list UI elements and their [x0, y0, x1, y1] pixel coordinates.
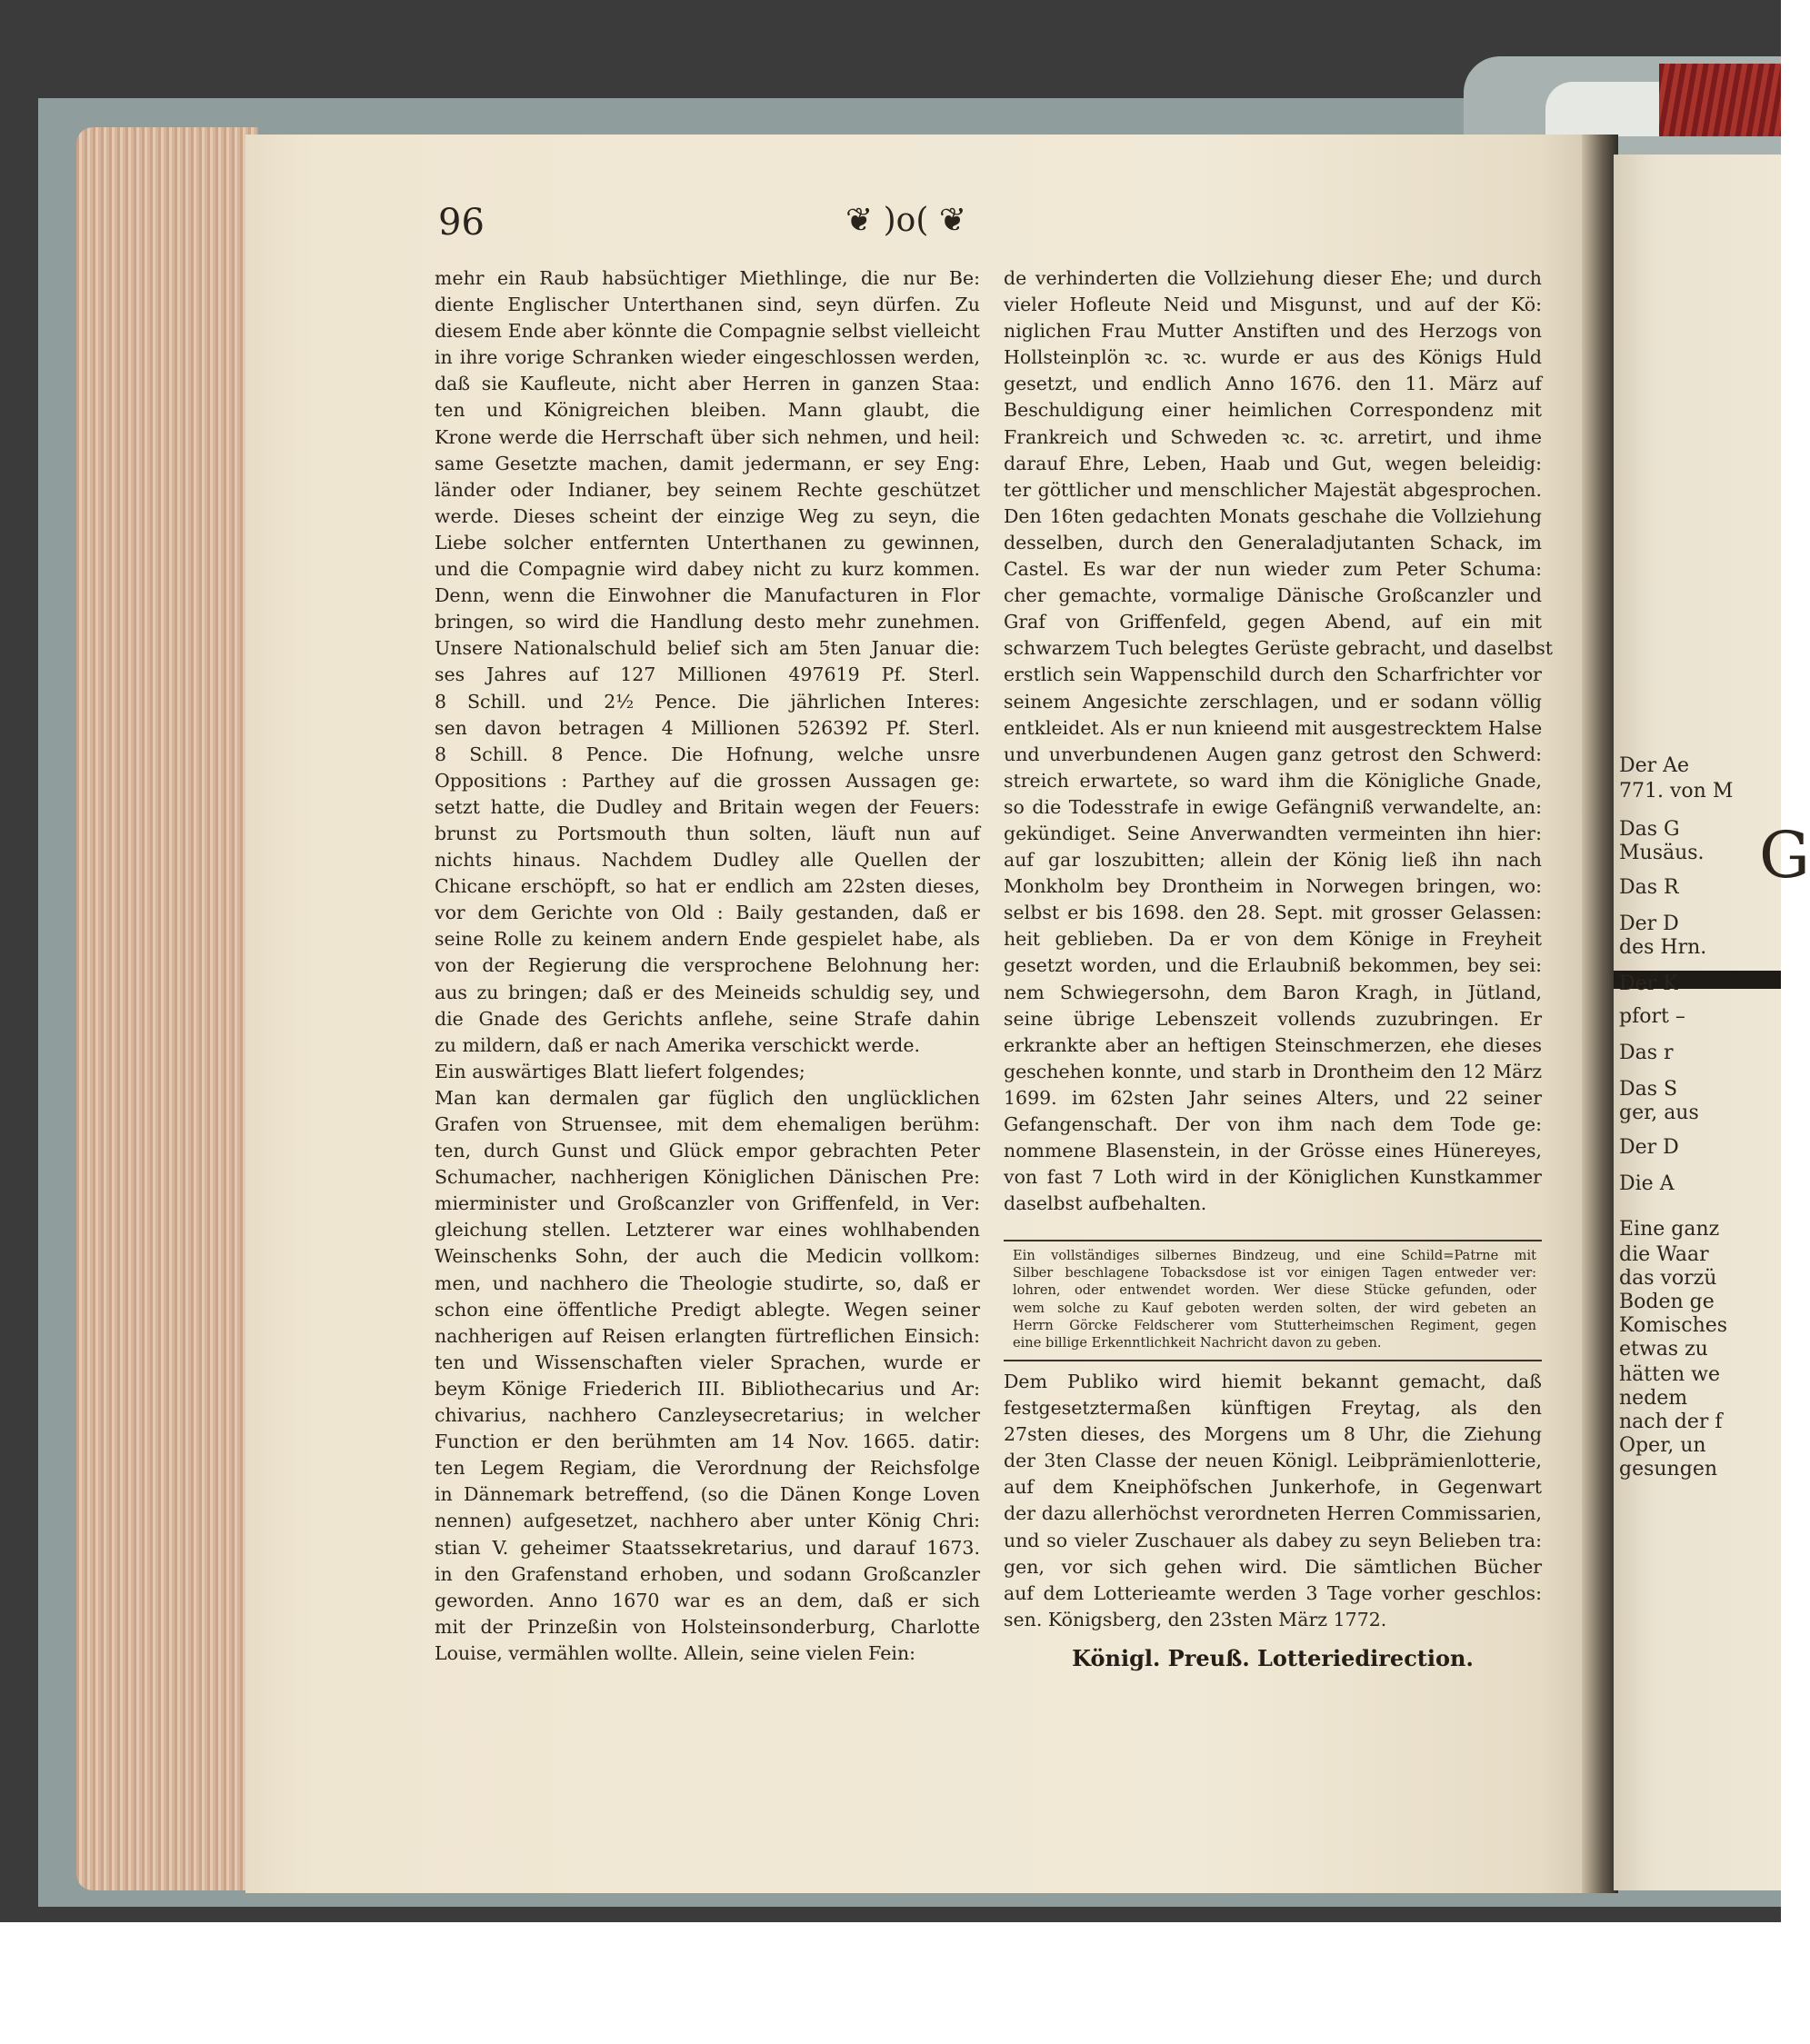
text-line: ten und Königreichen bleiben. Mann glaubt, die — [435, 399, 980, 422]
right-page-line: Komisches — [1619, 1314, 1728, 1337]
right-page-line: nach der f — [1619, 1411, 1723, 1433]
text-line: geworden. Anno 1670 war es an dem, daß er sich — [435, 1589, 980, 1611]
text-line: ses Jahres auf 127 Millionen 497619 Pf. Sterl. — [435, 663, 980, 686]
text-line: seinem Angesichte zerschlagen, und er sodann völlig — [1004, 690, 1542, 713]
right-page-line: hätten we — [1619, 1363, 1720, 1386]
text-line: 27sten dieses, des Morgens um 8 Uhr, die Ziehung — [1004, 1423, 1542, 1446]
text-line: erkrankte aber an heftigen Steinschmerzen, ehe dieses — [1004, 1033, 1542, 1056]
lottery-notice — [1004, 1369, 1542, 1633]
text-line: Gefangenschaft. Der von ihm nach dem Tode ge: — [1004, 1113, 1542, 1135]
text-line: beym Könige Friederich III. Bibliothecarius und Ar: — [435, 1377, 980, 1400]
text-line: zu mildern, daß er nach Amerika verschickt werde. — [435, 1033, 921, 1056]
text-line: und die Compagnie wird dabey nicht zu kurz kommen. — [435, 558, 980, 581]
right-page-line: Das R — [1619, 876, 1679, 899]
text-line: mehr ein Raub habsüchtiger Miethlinge, die nur Be: — [435, 267, 980, 289]
text-line: men, und nachhero die Theologie studirte, so, daß er — [435, 1271, 980, 1294]
text-line: und unverbundenen Augen ganz getrost den Schwerd: — [1004, 743, 1542, 765]
text-line: cher gemachte, vormalige Dänische Großcanzler und — [1004, 584, 1542, 607]
right-page-line: Die A — [1619, 1172, 1675, 1195]
right-page-line: 771. von M — [1619, 780, 1734, 803]
right-page-line: nedem — [1619, 1387, 1688, 1410]
text-line: seine übrige Lebenszeit vollends zuzubringen. Er — [1004, 1007, 1542, 1030]
right-page-line: gesungen — [1619, 1458, 1718, 1481]
text-line: darauf Ehre, Leben, Haab und Gut, wegen beleidig: — [1004, 452, 1542, 474]
text-line: setzt hatte, die Dudley and Britain wegen der Feuers: — [435, 795, 980, 818]
right-page-line: pfort – — [1619, 1005, 1685, 1028]
text-line: 8 Schill. und 2½ Pence. Die jährlichen Interes: — [435, 690, 980, 713]
text-line: ten, durch Gunst und Glück empor gebrachten Peter — [435, 1140, 980, 1162]
text-line: same Gesetzte machen, damit jedermann, er sey Eng: — [435, 452, 980, 474]
text-line: sen. Königsberg, den 23sten März 1772. — [1004, 1608, 1387, 1630]
text-line: die Gnade des Gerichts anflehe, seine Strafe dahin — [435, 1007, 980, 1030]
text-line: mierminister und Großcanzler von Griffenfeld, in Ver: — [435, 1192, 980, 1215]
right-page-line: Das S — [1619, 1078, 1678, 1101]
text-line: Beschuldigung einer heimlichen Correspondenz mit — [1004, 399, 1542, 422]
text-line: diesem Ende aber könnte die Compagnie selbst vielleicht — [435, 320, 980, 343]
text-line: nichts hinaus. Nachdem Dudley alle Quellen der — [435, 849, 980, 872]
text-line: festgesetztermaßen künftigen Freytag, als den — [1004, 1397, 1542, 1420]
book-gutter — [1582, 135, 1618, 1893]
text-line: Dem Publiko wird hiemit bekannt gemacht, daß — [1004, 1371, 1542, 1392]
notice-line: Silber beschlagene Tobacksdose ist vor einigen Tagen entweder ver: — [1013, 1265, 1536, 1281]
text-line: Liebe solcher entfernten Unterthanen zu gewinnen, — [435, 531, 980, 553]
text-line: 8 Schill. 8 Pence. Die Hofnung, welche unsre — [435, 743, 980, 765]
right-page-line: Oper, un — [1619, 1434, 1706, 1457]
text-line: daß sie Kaufleute, nicht aber Herren in ganzen Staa: — [435, 373, 980, 395]
text-line: ten und Wissenschaften vieler Sprachen, wurde er — [435, 1351, 980, 1373]
text-line: Schumacher, nachherigen Königlichen Dänischen Pre: — [435, 1166, 980, 1189]
right-page-line: des Hrn. — [1619, 936, 1707, 959]
notice-line: Ein vollständiges silbernes Bindzeug, und eine Schild=Patrne mit — [1013, 1248, 1536, 1263]
text-line: auf gar loszubitten; allein der König ließ ihn nach — [1004, 849, 1542, 872]
right-page-line: Musäus. — [1619, 842, 1705, 864]
text-line: Denn, wenn die Einwohner die Manufacturen in Flor — [435, 584, 980, 607]
right-page-initial: G — [1759, 818, 1810, 892]
text-line: sen davon betragen 4 Millionen 526392 Pf. Sterl. — [435, 716, 980, 739]
text-line: seine Rolle zu keinem andern Ende gespielet habe, als — [435, 928, 980, 951]
notice-line: wem solche zu Kauf geboten werden solten, der wird gebeten an — [1013, 1300, 1536, 1316]
text-line: der 3ten Classe der neuen Königl. Leibprämienlotterie, — [1004, 1450, 1542, 1472]
text-line: schon eine öffentliche Predigt ablegte. Wegen seiner — [435, 1298, 980, 1321]
text-line: Function er den berühmten am 14 Nov. 1665. datir: — [435, 1431, 980, 1453]
text-line: gesetzt worden, und die Erlaubniß bekommen, bey sei: — [1004, 954, 1542, 977]
text-line: Monkholm bey Drontheim in Norwegen bringen, wo: — [1004, 875, 1542, 898]
text-line: werde. Dieses scheint der einzige Weg zu seyn, die — [435, 504, 980, 527]
text-line: Man kan dermalen gar füglich den unglücklichen — [435, 1086, 980, 1109]
text-line: auf dem Lotterieamte werden 3 Tage vorher geschlos: — [1004, 1581, 1542, 1604]
text-line: nennen) aufgesetzet, nachhero aber unter König Chri: — [435, 1510, 980, 1532]
text-line: bringen, so wird die Handlung desto mehr zunehmen. — [435, 611, 980, 633]
text-line: Chicane erschöpft, so hat er endlich am 22sten dieses, — [435, 875, 980, 898]
text-line: schwarzem Tuch belegtes Gerüste gebracht, und daselbst — [1004, 637, 1553, 660]
right-page-line: ger, aus — [1619, 1102, 1699, 1124]
text-line: in den Grafenstand erhoben, und sodann Großcanzler — [435, 1562, 980, 1585]
text-line: chivarius, nachhero Canzleysecretarius; in welcher — [435, 1404, 980, 1427]
text-line: nem Schwiegersohn, dem Baron Kragh, in Jütland, — [1004, 981, 1542, 1003]
text-line: de verhinderten die Vollziehung dieser Ehe; und durch — [1004, 267, 1542, 289]
text-line: der dazu allerhöchst verordneten Herren Commissarien, — [1004, 1502, 1542, 1525]
page-number: 96 — [438, 202, 485, 244]
text-line: von der Regierung die versprochene Belohnung her: — [435, 954, 980, 977]
text-line: 1699. im 62sten Jahr seines Alters, und 22 seiner — [1004, 1086, 1542, 1109]
text-line: gesetzt, und endlich Anno 1676. den 11. März auf — [1004, 373, 1542, 395]
text-line: gekündiget. Seine Anverwandten vermeinten ihn hier: — [1004, 822, 1542, 844]
text-line: heit geblieben. Da er von dem Könige in Freyheit — [1004, 928, 1542, 951]
text-line: diente Englischer Unterthanen sind, seyn dürfen. Zu — [435, 294, 980, 316]
text-line: selbst er bis 1698. den 28. Sept. mit grosser Gelassen: — [1004, 902, 1542, 924]
text-line: geschehen konnte, und starb in Drontheim den 12 März — [1004, 1060, 1542, 1082]
text-line: aus zu bringen; daß er des Meineids schuldig sey, und — [435, 981, 980, 1003]
text-line: Krone werde die Herrschaft über sich nehmen, und heil: — [435, 425, 980, 448]
text-line: streich erwartete, so ward ihm die Königliche Gnade, — [1004, 769, 1542, 792]
text-line: länder oder Indianer, bey seinem Rechte geschützet — [435, 478, 980, 501]
text-line: Louise, vermählen wollte. Allein, seine vielen Fein: — [435, 1641, 916, 1664]
left-column-text — [435, 265, 980, 1667]
text-line: nachherigen auf Reisen erlangten fürtreflichen Einsich: — [435, 1324, 980, 1347]
text-line: Oppositions : Parthey auf die grossen Aussagen ge: — [435, 769, 980, 792]
right-column-text — [1004, 265, 1553, 1217]
text-line: so die Todesstrafe in ewige Gefängniß verwandelte, an: — [1004, 795, 1542, 818]
text-line: von fast 7 Loth wird in der Königlichen Kunstkammer — [1004, 1166, 1542, 1189]
notice-rule-top — [1004, 1240, 1542, 1241]
text-line: Hollsteinplön ꝛc. ꝛc. wurde er aus des Königs Huld — [1004, 346, 1542, 369]
text-line: gen, vor sich gehen wird. Die sämtlichen Bücher — [1004, 1555, 1542, 1578]
right-page-fragment — [1614, 155, 1810, 1890]
right-page-line: Der K — [1619, 972, 1678, 995]
text-line: mit der Prinzeßin von Holsteinsonderburg, Charlotte — [435, 1615, 980, 1638]
text-line: vor dem Gerichte von Old : Baily gestanden, daß er — [435, 902, 980, 924]
text-line: Den 16ten gedachten Monats geschahe die Vollziehung — [1004, 504, 1542, 527]
text-line: gleichung stellen. Letzterer war eines wohlhabenden — [435, 1219, 980, 1241]
text-line: niglichen Frau Mutter Anstiften und des Herzogs von — [1004, 320, 1542, 343]
text-line: in Dännemark betreffend, (so die Dänen Konge Loven — [435, 1483, 980, 1506]
text-line: Graf von Griffenfeld, gegen Abend, auf ein mit — [1004, 611, 1542, 633]
right-page-line: Eine ganz — [1619, 1218, 1720, 1241]
text-line: Grafen von Struensee, mit dem ehemaligen berühm: — [435, 1113, 980, 1135]
page-edges — [76, 127, 258, 1890]
right-page-line: Der D — [1619, 912, 1679, 935]
text-line: daselbst aufbehalten. — [1004, 1192, 1207, 1215]
notice-line: Herrn Görcke Feldscherer vom Stutterheimschen Regiment, gegen — [1013, 1317, 1536, 1333]
notice-line: eine billige Erkenntlichkeit Nachricht davon zu geben. — [1013, 1335, 1382, 1351]
text-line: Unsere Nationalschuld belief sich am 5ten Januar die: — [435, 637, 980, 660]
text-line: auf dem Kneiphöfschen Junkerhofe, in Gegenwart — [1004, 1476, 1542, 1499]
right-page-line: Das r — [1619, 1042, 1674, 1064]
right-page-line: Boden ge — [1619, 1291, 1715, 1313]
right-page-line: das vorzü — [1619, 1267, 1717, 1290]
text-line: vieler Hofleute Neid und Misgunst, und auf der Kö: — [1004, 294, 1542, 316]
text-line: ten Legem Regiam, die Verordnung der Reichsfolge — [435, 1457, 980, 1480]
right-page-line: die Waar — [1619, 1243, 1709, 1266]
notice-line: lohren, oder entwendet worden. Wer diese Stücke gefunden, oder — [1013, 1282, 1536, 1299]
notice-rule-bottom — [1004, 1360, 1542, 1361]
text-line: Ein auswärtiges Blatt liefert folgendes; — [435, 1060, 805, 1082]
lost-items-notice — [1013, 1247, 1536, 1351]
bookmark-ribbon — [1659, 64, 1781, 136]
right-page-line: Der D — [1619, 1136, 1679, 1159]
right-page-line: Das G — [1619, 818, 1680, 841]
right-page-line: etwas zu — [1619, 1338, 1708, 1361]
text-line: brunst zu Portsmouth thun solten, läuft nun auf — [435, 822, 980, 844]
text-line: Weinschenks Sohn, der auch die Medicin vollkom: — [435, 1245, 980, 1268]
text-line: entkleidet. Als er nun knieend mit ausgestrecktem Halse — [1004, 716, 1543, 739]
text-line: nommene Blasenstein, in der Grösse eines Hünereyes, — [1004, 1140, 1542, 1162]
right-page-line: Der Ae — [1619, 754, 1690, 777]
text-line: Castel. Es war der nun wieder zum Peter Schuma: — [1004, 558, 1542, 581]
header-ornament: ❦ )o( ❦ — [845, 202, 966, 239]
text-line: erstlich sein Wappenschild durch den Scharfrichter vor — [1004, 663, 1542, 686]
text-line: Frankreich und Schweden ꝛc. ꝛc. arretirt, und ihme — [1004, 425, 1542, 448]
lottery-signature: Königl. Preuß. Lotteriedirection. — [1072, 1645, 1474, 1671]
text-line: desselben, durch den Generaladjutanten Schack, im — [1004, 531, 1542, 553]
text-line: stian V. geheimer Staatssekretarius, und darauf 1673. — [435, 1536, 980, 1559]
text-line: und so vieler Zuschauer als dabey zu seyn Belieben tra: — [1004, 1529, 1542, 1551]
text-line: in ihre vorige Schranken wieder eingeschlossen werden, — [435, 346, 980, 369]
text-line: ter göttlicher und menschlicher Majestät abgesprochen. — [1004, 478, 1542, 501]
